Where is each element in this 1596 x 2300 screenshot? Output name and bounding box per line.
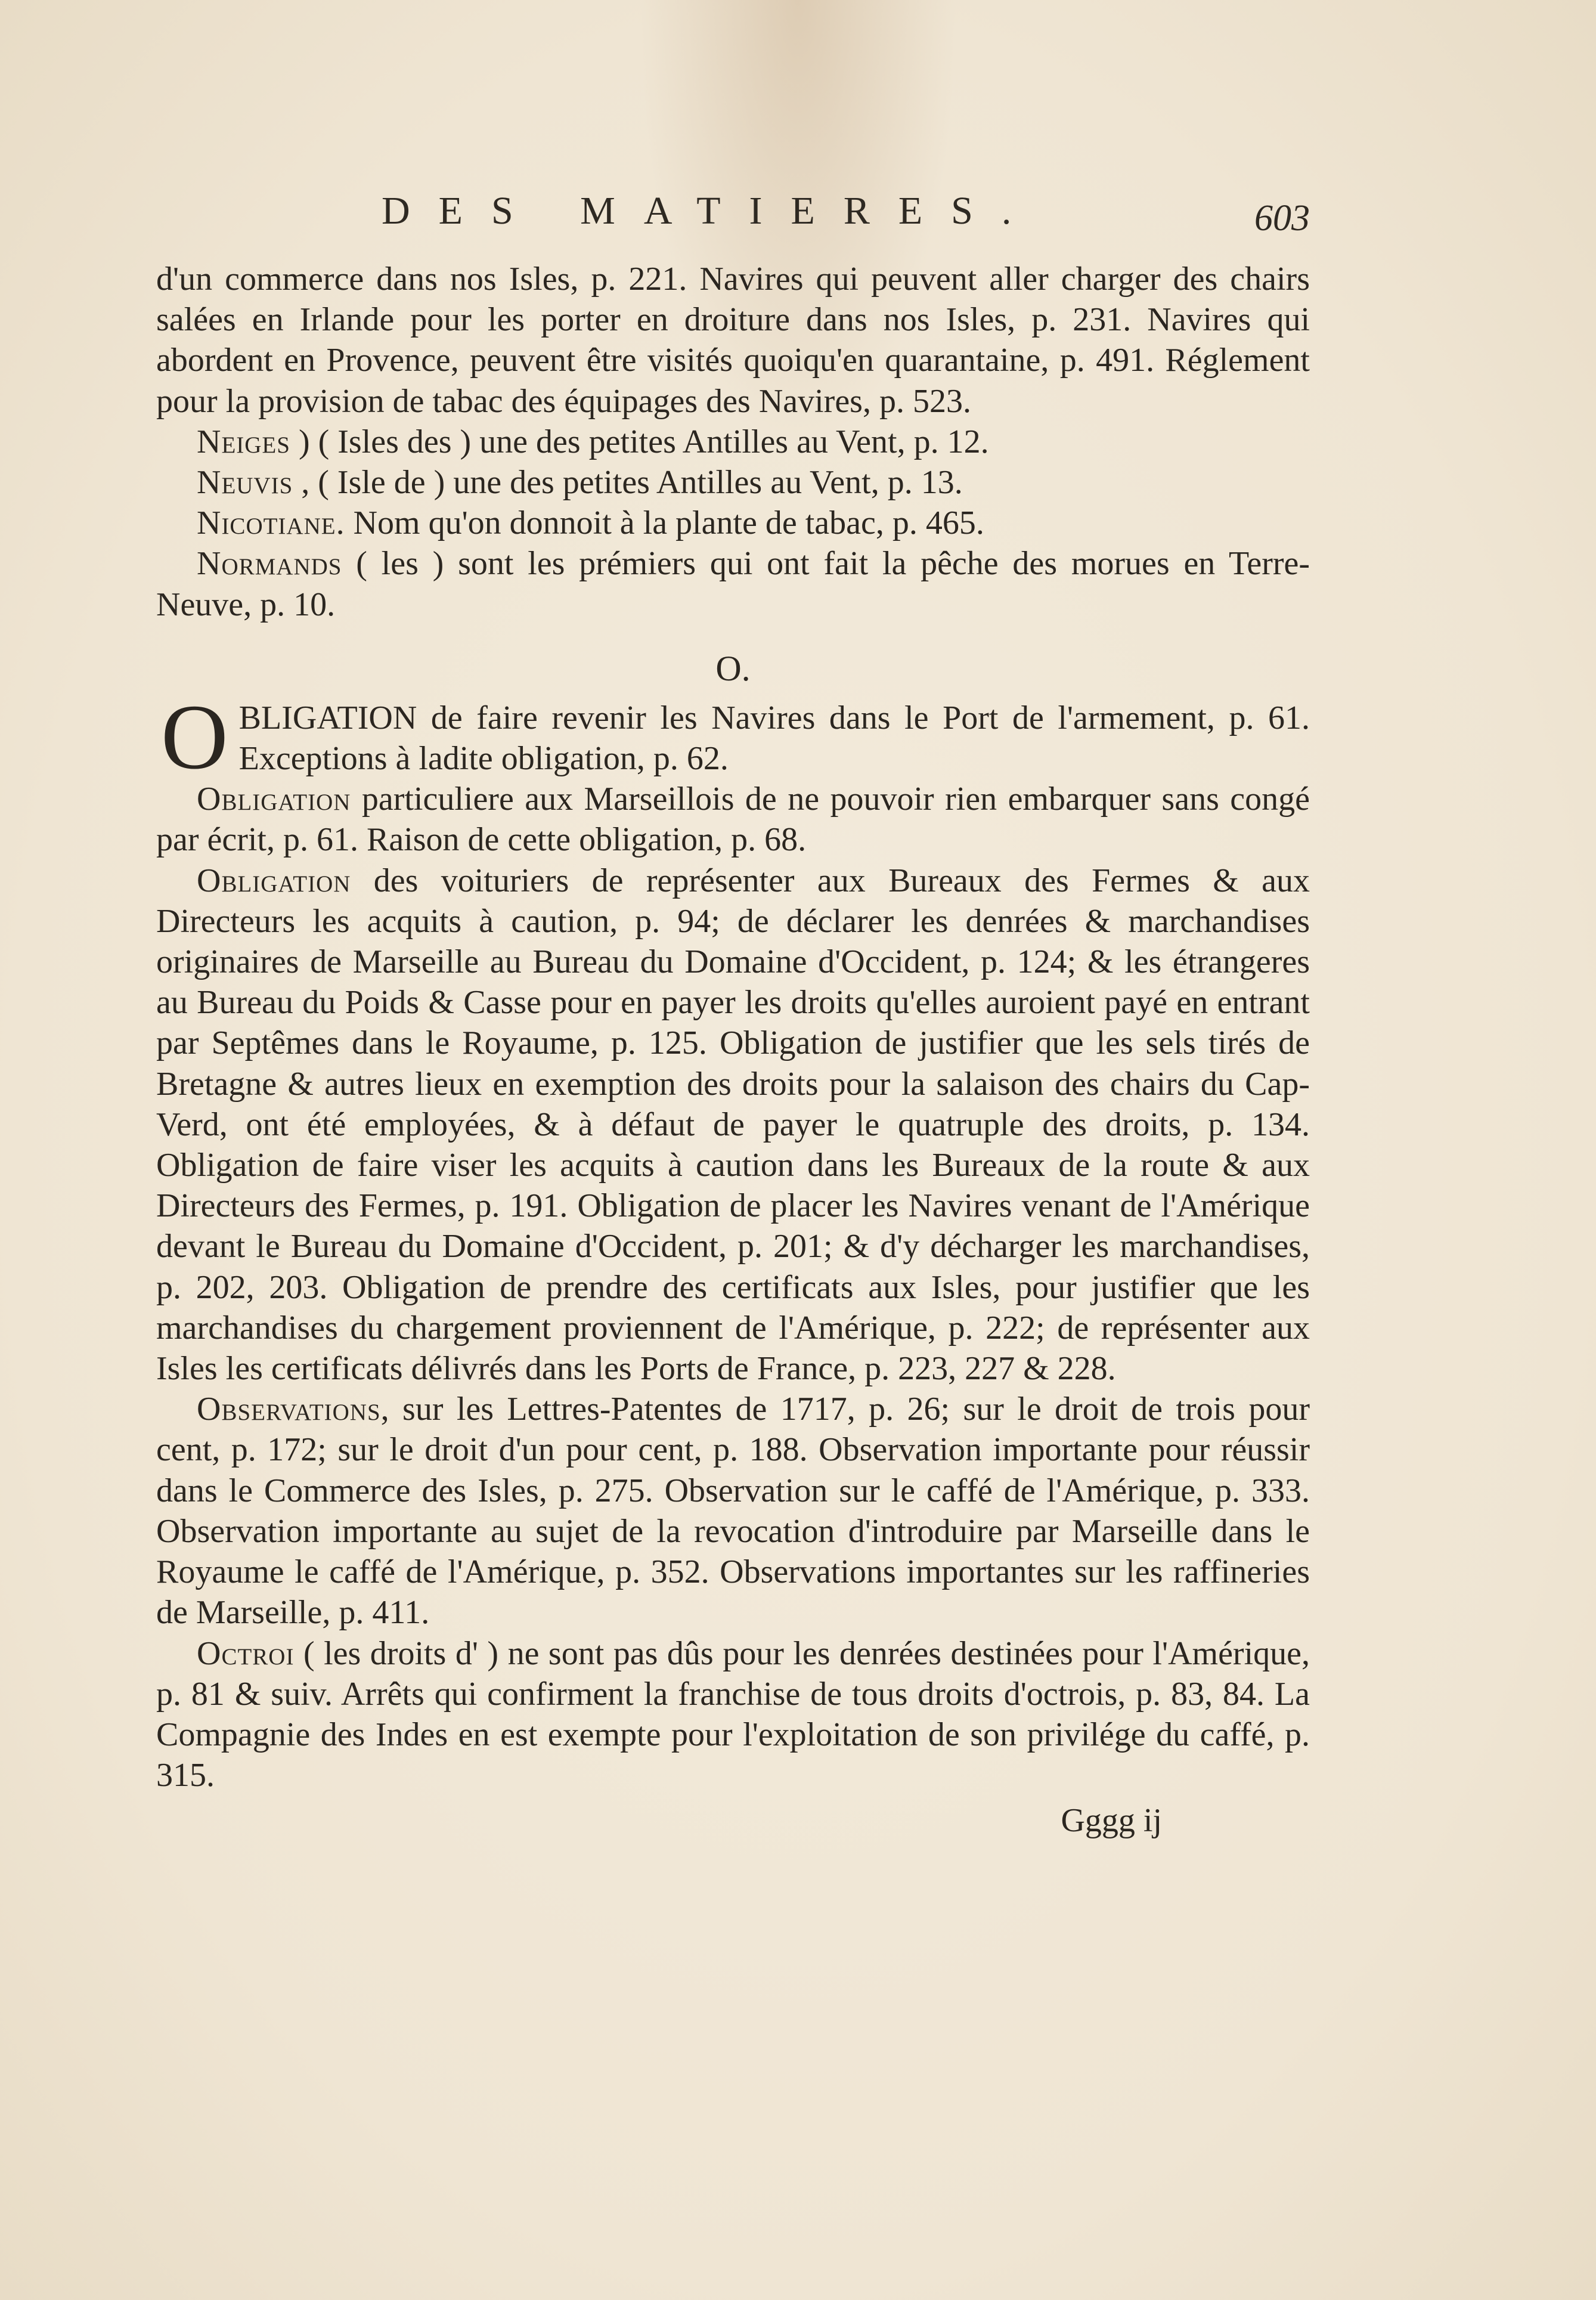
entry-text: ( les droits d' ) ne sont pas dûs pour les denrées destinées pour l'Amérique, p. 81 & suiv. Arrêts qui confirment la franchise de tous droits d'octrois, p. 83, 84. La Compagnie des Indes en est exempte pour l'exploitation de son privilége du caffé, p. 315.: [156, 1635, 1310, 1794]
entry-headword: Normands: [197, 545, 342, 583]
entry-headword: Octroi: [197, 1635, 295, 1672]
index-entry: [156, 503, 1310, 543]
page-number: 603: [1254, 198, 1310, 239]
entry-text: d'un commerce dans nos Isles, p. 221. Navires qui peuvent aller charger des chairs salées en Irlande pour les porter en droiture dans nos Isles, p. 231. Navires qui abordent en Provence, peuvent être visités quoiqu'en quarantaine, p. 491. Réglement pour la provision de tabac des équipages des Navires, p. 523.: [156, 261, 1310, 420]
entry-text: ( les ) sont les prémiers qui ont fait la pêche des morues en Terre-Neuve, p. 10.: [156, 545, 1310, 623]
entry-headword: Obligation: [197, 862, 351, 899]
entry-headword: Neiges: [197, 423, 290, 460]
page-header: [156, 179, 1310, 239]
index-entry: [156, 685, 1310, 788]
drop-cap: O: [161, 685, 228, 788]
index-entry: [156, 422, 1310, 462]
index-text-block: [156, 179, 1310, 1841]
index-entry: [156, 779, 1310, 860]
entry-text: Nom qu'on donnoit à la plante de tabac, p. 465.: [353, 504, 984, 542]
entry-text: , sur les Lettres-Patentes de 1717, p. 26; sur le droit de trois pour cent, p. 172; sur le droit d'un pour cent, p. 188. Observation importante pour réussir dans le Commerce des Isles, p. 275. Observation sur le caffé de l'Amérique, p. 333. Observation importante au sujet de la revocation d'introduire par Marseille dans le Royaume le caffé de l'Amérique, p. 352. Observations importantes sur les raffineries de Marseille, p. 411.: [156, 1391, 1310, 1632]
entry-text: ) ( Isles des ) une des petites Antilles au Vent, p. 12.: [298, 423, 989, 460]
index-entry: [156, 1633, 1310, 1796]
entry-text: de faire revenir les Navires dans le Port de l'armement, p. 61. Exceptions à ladite obligation, p. 62.: [238, 699, 1310, 778]
index-entry-continuation: [156, 259, 1310, 422]
entry-headword: Nicotiane.: [197, 504, 345, 542]
entry-headword: Observations: [197, 1391, 381, 1428]
section-heading: O.: [715, 648, 751, 688]
index-entry: [156, 1389, 1310, 1633]
entry-text: particuliere aux Marseillois de ne pouvoir rien embarquer sans congé par écrit, p. 61. Raison de cette obligation, p. 68.: [156, 781, 1310, 859]
signature-mark: Gggg ij: [1061, 1802, 1162, 1840]
index-entry: [156, 860, 1310, 1389]
index-entry: [156, 462, 1310, 503]
running-title: DES MATIERES.: [382, 189, 1040, 233]
entry-headword: BLIGATION: [238, 699, 417, 736]
entry-text: des voituriers de représenter aux Bureaux des Fermes & aux Directeurs les acquits à caution, p. 94; de déclarer les denrées & marchandises originaires de Marseille au Bureau du Domaine d'Occident, p. 124; & les étrangeres au Bureau du Poids & Casse pour en payer les droits qu'elles auroient payé en entrant par Septêmes dans le Royaume, p. 125. Obligation de justifier que les sels tirés de Bretagne & autres lieux en exemption des droits pour la salaison des chairs du Cap-Verd, ont été employées, & à défaut de payer le quatruple des droits, p. 134. Obligation de faire viser les acquits à caution dans les Bureaux de la route & aux Directeurs des Fermes, p. 191. Obligation de placer les Navires venant de l'Amérique devant le Bureau du Domaine d'Occident, p. 201; & d'y décharger les marchandises, p. 202, 203. Obligation de prendre des certificats aux Isles, pour justifier que les marchandises du chargement proviennent de l'Amérique, p. 222; de représenter aux Isles les certificats délivrés dans les Ports de France, p. 223, 227 & 228.: [156, 862, 1310, 1388]
entry-headword: Neuvis: [197, 464, 293, 502]
entry-text: , ( Isle de ) une des petites Antilles au Vent, p. 13.: [301, 464, 963, 502]
entry-headword: Obligation: [197, 781, 351, 818]
index-entry: [156, 543, 1310, 624]
